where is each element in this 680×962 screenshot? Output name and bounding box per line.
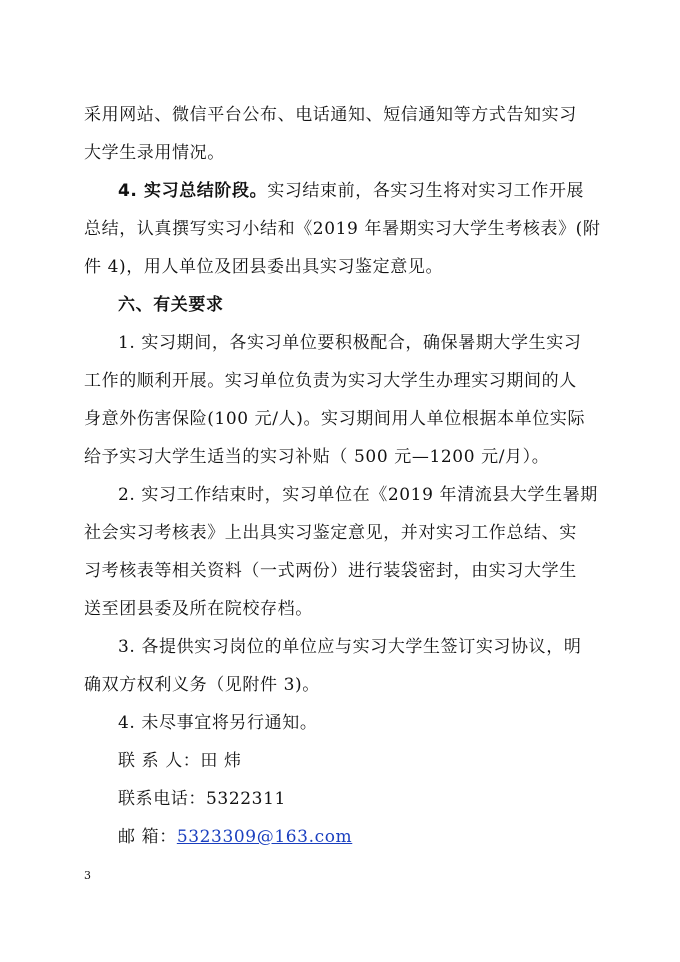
paragraph-line: 1. 实习期间，各实习单位要积极配合，确保暑期大学生实习 bbox=[118, 333, 582, 353]
paragraph-line: 给予实习大学生适当的实习补贴（ 500 元—1200 元/月）。 bbox=[84, 447, 550, 467]
paragraph-line: 习考核表等相关资料（一式两份）进行装袋密封，由实习大学生 bbox=[84, 561, 577, 581]
paragraph-line: 大学生录用情况。 bbox=[84, 143, 225, 163]
paragraph-line: 4. 未尽事宜将另行通知。 bbox=[118, 713, 318, 733]
paragraph-line: 2. 实习工作结束时，实习单位在《2019 年清流县大学生暑期 bbox=[118, 485, 598, 505]
paragraph-line: 确双方权利义务（见附件 3)。 bbox=[84, 675, 320, 695]
contact-phone: 5322311 bbox=[206, 789, 286, 809]
paragraph-text: 实习结束前，各实习生将对实习工作开展 bbox=[267, 181, 585, 201]
paragraph-line: 社会实习考核表》上出具实习鉴定意见，并对实习工作总结、实 bbox=[84, 523, 577, 543]
contact-person: 联 系 人：田 炜 bbox=[118, 751, 242, 771]
paragraph-line: 送至团县委及所在院校存档。 bbox=[84, 599, 313, 619]
paragraph-line: 件 4)，用人单位及团县委出具实习鉴定意见。 bbox=[84, 257, 444, 277]
stage-heading: 4. 实习总结阶段。 bbox=[118, 181, 268, 201]
paragraph-line bbox=[118, 180, 604, 202]
paragraph-line: 采用网站、微信平台公布、电话通知、短信通知等方式告知实习 bbox=[84, 105, 577, 125]
email-label: 邮 箱： bbox=[118, 827, 177, 847]
contact-phone-label: 联系电话： bbox=[118, 789, 206, 809]
paragraph-line: 总结，认真撰写实习小结和《2019 年暑期实习大学生考核表》(附 bbox=[84, 219, 601, 239]
paragraph-line: 工作的顺利开展。实习单位负责为实习大学生办理实习期间的人 bbox=[84, 371, 577, 391]
paragraph-line: 3. 各提供实习岗位的单位应与实习大学生签订实习协议，明 bbox=[118, 637, 582, 657]
contact-phone-row bbox=[118, 788, 604, 810]
paragraph-line: 身意外伤害保险(100 元/人)。实习期间用人单位根据本单位实际 bbox=[84, 409, 586, 429]
section-heading: 六、有关要求 bbox=[118, 295, 224, 315]
page-number: 3 bbox=[84, 869, 91, 882]
email-link[interactable]: 5323309@163.com bbox=[176, 827, 353, 847]
email-row bbox=[118, 826, 604, 848]
